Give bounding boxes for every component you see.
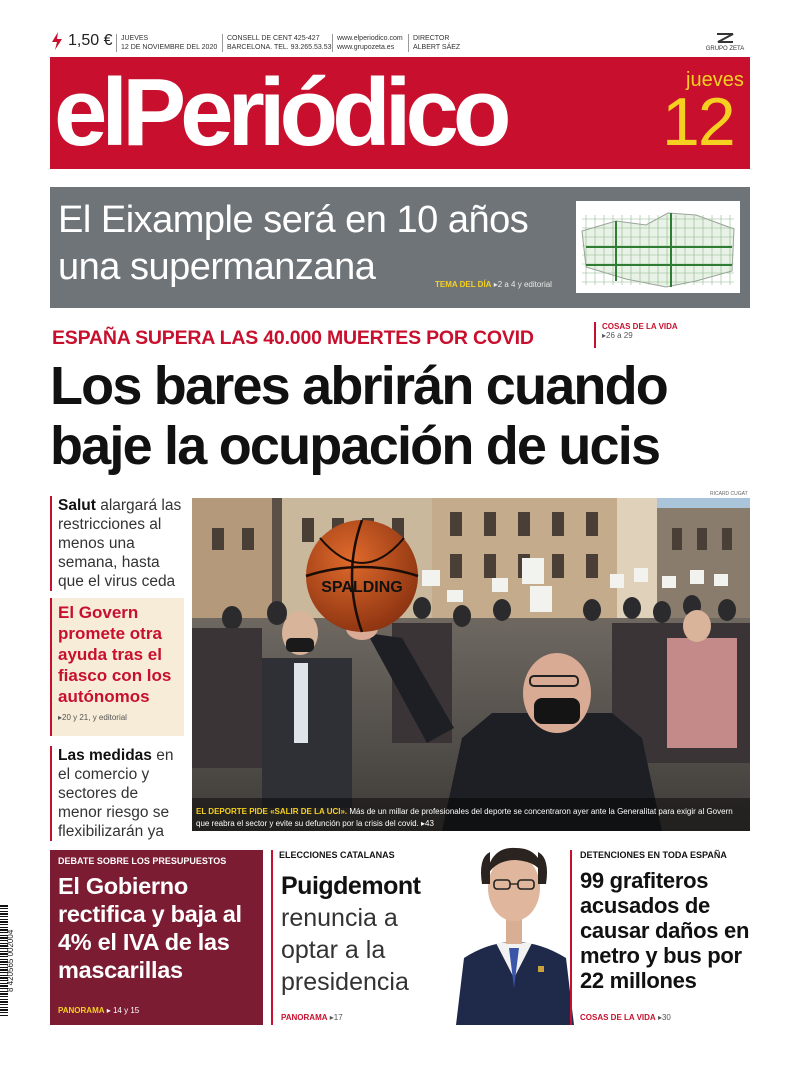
story2-section: PANORAMA: [281, 1013, 328, 1022]
story3-headline: 99 grafiteros acusados de causar daños en metro y bus por 22 millones: [580, 868, 750, 993]
price: [50, 32, 112, 50]
theme-banner: [50, 187, 750, 308]
story3-kicker: DETENCIONES EN TODA ESPAÑA: [580, 850, 727, 860]
director-name: ALBERT SÁEZ: [413, 44, 461, 51]
address-line2: BARCELONA. TEL. 93.265.53.53: [227, 44, 332, 51]
zeta-icon: [714, 32, 736, 44]
address-line1: CONSELL DE CENT 425-427: [227, 35, 320, 42]
banner-headline: [58, 197, 558, 291]
bolt-icon: [50, 32, 64, 50]
ball-brand-text: SPALDING: [321, 579, 403, 596]
banner-tag-label: TEMA DEL DÍA: [435, 280, 492, 289]
sidebar-item-medidas[interactable]: [50, 746, 184, 841]
sidebar-item3-text: en el comercio y sectores de menor riesgo se flexibilizarán ya: [58, 747, 174, 840]
lead-headline: Los bares abrirán cuando baje la ocupación de ucis: [50, 356, 667, 476]
lead-photo[interactable]: [192, 498, 750, 831]
story3-section: COSAS DE LA VIDA: [580, 1013, 656, 1022]
caption-text: Más de un millar de profesionales del deporte se concentraron ayer ante la Generalitat para exigir al Govern que reabra el sector y evite su defunción por la crisis del covid. ▸43: [196, 807, 733, 828]
price-label: 1,50 €: [68, 32, 113, 49]
story2-headline: [281, 870, 461, 998]
director-label: DIRECTOR: [413, 35, 450, 42]
web-block: [332, 34, 403, 52]
story3-pages: ▸30: [655, 1013, 671, 1022]
cosas-label: COSAS DE LA VIDA: [602, 322, 678, 331]
masthead-weekday: jueves: [686, 69, 744, 91]
protest-photo-illustration: [192, 498, 750, 831]
web-link-1[interactable]: www.elperiodico.com: [337, 35, 403, 42]
sidebar-item1-bold: Salut: [58, 497, 96, 514]
puigdemont-portrait: [456, 838, 574, 1025]
story2-kicker: ELECCIONES CATALANAS: [279, 850, 395, 860]
banner-tag: [435, 280, 552, 289]
web-link-2[interactable]: www.grupozeta.es: [337, 44, 395, 51]
cosas-de-la-vida-ref[interactable]: [594, 322, 678, 348]
story3-ref: [580, 1013, 671, 1022]
story-grafiteros[interactable]: [570, 850, 752, 1025]
masthead-title: elPeriódico: [54, 59, 506, 166]
story1-section: PANORAMA: [58, 1006, 105, 1015]
caption-bold: EL DEPORTE PIDE «SALIR DE LA UCI».: [196, 807, 348, 816]
photo-caption: [196, 806, 746, 830]
sidebar-item2-text: El Govern promete otra ayuda tras el fiasco con los autónomos: [58, 603, 172, 706]
story2-text: renuncia a optar a la presidencia: [281, 904, 409, 996]
group-name: GRUPO ZETA: [705, 46, 745, 52]
address-block: [222, 34, 332, 52]
lead-kicker: ESPAÑA SUPERA LAS 40.000 MUERTES POR COVID: [52, 327, 534, 349]
story2-bold: Puigdemont: [281, 872, 421, 900]
banner-tag-ref: ▸2 a 4 y editorial: [493, 280, 552, 289]
cosas-pages: ▸26 a 29: [602, 331, 633, 340]
eixample-map: [576, 201, 740, 293]
sidebar-item2-ref: ▸20 y 21, y editorial: [58, 713, 127, 722]
date-label: 12 DE NOVIEMBRE DEL 2020: [121, 44, 218, 51]
story1-kicker: DEBATE SOBRE LOS PRESUPUESTOS: [58, 856, 227, 866]
photo-credit: RICARD CUGAT: [710, 491, 748, 497]
story1-pages: ▸ 14 y 15: [104, 1006, 140, 1015]
story2-pages: ▸17: [327, 1013, 343, 1022]
masthead-daynum: 12: [662, 84, 734, 160]
banner-headline-line2: una supermanzana: [58, 246, 376, 288]
story-presupuestos[interactable]: [50, 850, 263, 1025]
story1-ref: [58, 1006, 139, 1015]
story2-ref: [281, 1013, 343, 1022]
date-block: [116, 34, 217, 52]
director-block: [408, 34, 460, 52]
sidebar-item3-bold: Las medidas: [58, 747, 152, 764]
grupo-zeta-logo: [700, 32, 750, 52]
day-label: JUEVES: [121, 35, 149, 42]
barcode-number: 8 420565 002004: [6, 929, 15, 993]
portrait-illustration: [456, 838, 574, 1025]
sidebar-item-salut[interactable]: [50, 496, 184, 591]
sidebar-item-govern[interactable]: [50, 598, 184, 736]
top-info-strip: [50, 32, 750, 54]
sidebar-item1-text: alargará las restricciones al menos una semana, hasta que el virus ceda: [58, 497, 182, 590]
masthead: [50, 57, 750, 169]
story1-headline: El Gobierno rectifica y baja al 4% el IVA de las mascarillas: [58, 873, 242, 983]
banner-headline-line1: El Eixample será en 10 años: [58, 199, 529, 241]
map-grid-graphic: [576, 201, 740, 293]
